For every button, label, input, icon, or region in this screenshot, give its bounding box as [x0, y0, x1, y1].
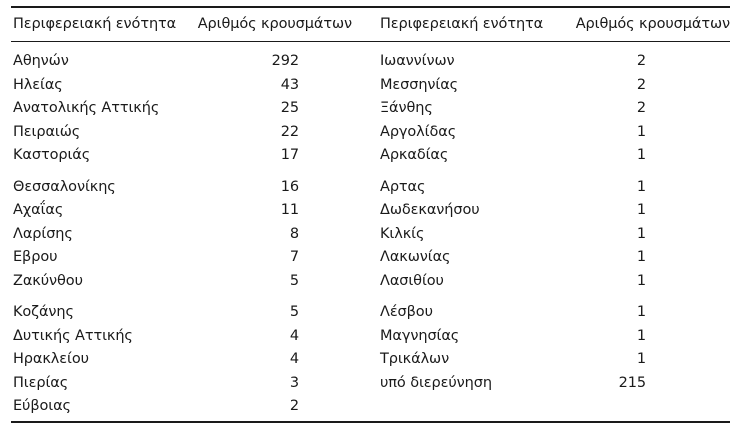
- count-right-cell: 1: [636, 123, 646, 140]
- region-left-cell: Ηρακλείου: [13, 351, 89, 368]
- count-right-cell: 1: [636, 147, 646, 164]
- count-left-cell: 43: [280, 76, 299, 93]
- count-left-cell: 292: [271, 53, 299, 70]
- header-region-right: Περιφερειακή ενότητα: [380, 16, 544, 32]
- table-row: [11, 395, 730, 422]
- count-left-cell: 22: [280, 123, 299, 140]
- header-region-left: Περιφερειακή ενότητα: [13, 16, 177, 32]
- count-right-cell: 1: [636, 304, 646, 321]
- count-right-cell: 1: [636, 225, 646, 242]
- count-left-cell: 8: [289, 225, 299, 242]
- count-right-cell: 2: [636, 100, 646, 117]
- count-right-cell: 1: [636, 202, 646, 219]
- count-left-cell: 5: [289, 304, 299, 321]
- region-left-cell: Καστοριάς: [13, 147, 91, 164]
- count-right-cell: 1: [636, 178, 646, 195]
- table-row: [11, 222, 730, 246]
- table-row: [11, 42, 730, 74]
- region-left-cell: Εύβοιας: [13, 398, 71, 415]
- region-right-cell: Δωδεκανήσου: [380, 202, 480, 219]
- region-left-cell: Ανατολικής Αττικής: [13, 100, 160, 117]
- region-left-cell: Θεσσαλονίκης: [13, 178, 116, 195]
- table-row: [11, 73, 730, 97]
- count-right-cell: 1: [636, 351, 646, 368]
- region-right-cell: υπό διερεύνηση: [380, 374, 492, 391]
- header-count-right: Αριθμός κρουσμάτων: [575, 16, 730, 32]
- count-left-cell: 4: [289, 327, 299, 344]
- cases-body: [11, 42, 730, 422]
- table-row: [11, 167, 730, 199]
- count-right-cell: 2: [636, 76, 646, 93]
- cases-table: [11, 6, 730, 423]
- bottom-rule: [11, 421, 730, 423]
- count-left-cell: 2: [289, 398, 299, 415]
- table-row: [11, 348, 730, 372]
- cases-grid: [11, 8, 730, 41]
- header-row: [11, 8, 730, 41]
- region-right-cell: Αρκαδίας: [380, 147, 449, 164]
- region-left-cell: Δυτικής Αττικής: [13, 327, 133, 344]
- count-right-cell: 1: [636, 272, 646, 289]
- region-left-cell: Κοζάνης: [13, 304, 74, 321]
- region-left-cell: Λαρίσης: [13, 225, 73, 242]
- table-row: [11, 199, 730, 223]
- table-row: [11, 246, 730, 270]
- table-row: [11, 324, 730, 348]
- region-left-cell: Ζακύνθου: [13, 272, 83, 289]
- table-row: [11, 293, 730, 325]
- table-row: [11, 269, 730, 293]
- region-right-cell: Λασιθίου: [380, 272, 444, 289]
- count-right-cell: 1: [636, 327, 646, 344]
- table-row: [11, 144, 730, 168]
- region-right-cell: Ξάνθης: [380, 100, 433, 117]
- region-right-cell: Αργολίδας: [380, 123, 457, 140]
- region-right-cell: Κιλκίς: [380, 225, 425, 242]
- region-left-cell: Εβρου: [13, 249, 58, 266]
- count-left-cell: 7: [289, 249, 299, 266]
- table-row: [11, 97, 730, 121]
- region-left-cell: Πειραιώς: [13, 123, 81, 140]
- header-count-left: Αριθμός κρουσμάτων: [197, 16, 352, 32]
- count-left-cell: 25: [280, 100, 299, 117]
- count-left-cell: 5: [289, 272, 299, 289]
- count-right-cell: 215: [618, 374, 646, 391]
- count-left-cell: 16: [280, 178, 299, 195]
- count-left-cell: 4: [289, 351, 299, 368]
- count-right-cell: 1: [636, 249, 646, 266]
- table-row: [11, 120, 730, 144]
- count-left-cell: 3: [289, 374, 299, 391]
- count-left-cell: 17: [280, 147, 299, 164]
- region-left-cell: Αχαΐας: [13, 202, 64, 219]
- count-right-cell: 2: [636, 53, 646, 70]
- table-row: [11, 371, 730, 395]
- region-left-cell: Πιερίας: [13, 374, 69, 391]
- region-right-cell: Μαγνησίας: [380, 327, 460, 344]
- region-right-cell: Τρικάλων: [380, 351, 450, 368]
- region-right-cell: Μεσσηνίας: [380, 76, 459, 93]
- region-right-cell: Αρτας: [380, 178, 426, 195]
- region-right-cell: Ιωαννίνων: [380, 53, 455, 70]
- region-left-cell: Αθηνών: [13, 53, 69, 70]
- count-right-cell: [536, 395, 730, 422]
- region-right-cell: [352, 395, 536, 422]
- region-right-cell: Λακωνίας: [380, 249, 451, 266]
- region-left-cell: Ηλείας: [13, 76, 63, 93]
- count-left-cell: 11: [280, 202, 299, 219]
- region-right-cell: Λέσβου: [380, 304, 433, 321]
